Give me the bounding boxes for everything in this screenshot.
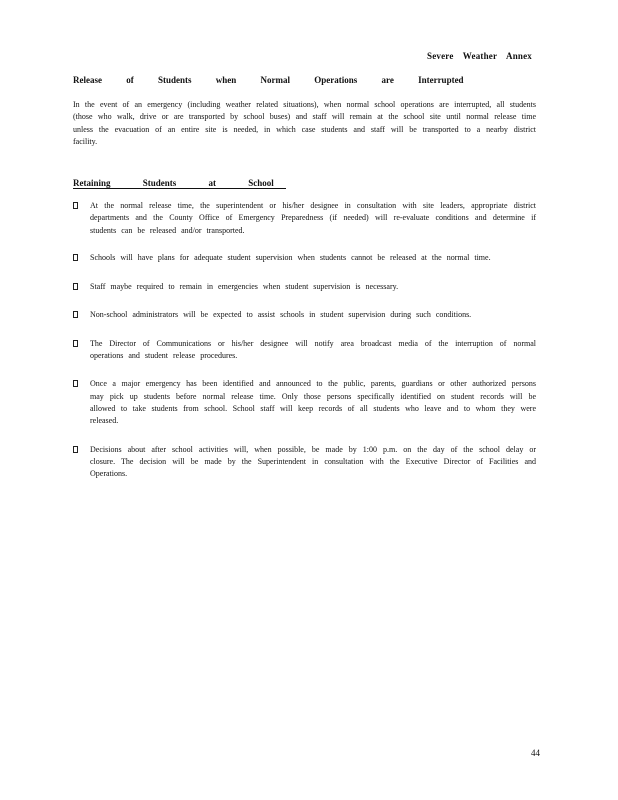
bullet-item [73, 338, 536, 363]
bullet-text: At the normal release time, the superintendent or his/her designee in consultation with site leaders, appropriate district departments and the County Office of Emergency Preparedness (if needed) will re-evaluate conditions and determine if students can be released and/or transported. [90, 201, 536, 235]
bullet-text: The Director of Communications or his/her designee will notify area broadcast media of the interruption of normal operations and student release procedures. [90, 338, 536, 361]
bullet-box-icon [73, 254, 78, 261]
bullet-box-icon [73, 283, 78, 290]
bullet-item [73, 444, 536, 481]
bullet-box-icon [73, 446, 78, 453]
bullet-box-icon [73, 311, 78, 318]
release-paragraph: In the event of an emergency (including weather related situations), when normal school operations are interrupted, all students (those who walk, drive or are transported by school buses) and staff will remain at the school site until normal release time unless the evacuation of an entire site is needed, in which case students and staff will be transported to a nearby district facility. [73, 100, 536, 146]
bullet-text: Decisions about after school activities will, when possible, be made by 1:00 p.m. on the day of the school delay or closure. The decision will be made by the Superintendent in consultation with the Executive Director of Facilities and Operations. [90, 444, 536, 479]
bullet-item [73, 309, 536, 321]
section-heading-release: Release of Students when Normal Operations are Interrupted [73, 75, 464, 85]
retaining-bullet-list [73, 200, 536, 480]
bullet-text: Staff maybe required to remain in emergencies when student supervision is necessary. [90, 282, 399, 292]
bullet-box-icon [73, 202, 78, 209]
bullet-item [73, 200, 536, 237]
bullet-text: Schools will have plans for adequate student supervision when students cannot be released at the normal time. [90, 252, 491, 262]
bullet-box-icon [73, 380, 78, 387]
section-heading-retaining [73, 178, 543, 188]
bullet-item [73, 252, 536, 264]
page-number: 44 [531, 748, 540, 758]
bullet-item [73, 281, 536, 293]
bullet-text: Once a major emergency has been identified and announced to the public, parents, guardians or other authorized persons may pick up students before normal release time. Only those persons specifically identified on student records will be allowed to take students from school. School staff will keep records of all students who leave and to whom they were released. [90, 379, 536, 426]
annex-title: Severe Weather Annex [427, 51, 532, 61]
bullet-box-icon [73, 340, 78, 347]
bullet-item [73, 378, 536, 427]
bullet-text: Non-school administrators will be expected to assist schools in student supervision during such conditions. [90, 310, 472, 320]
section-heading-retaining-text: Retaining Students at School [73, 178, 286, 189]
